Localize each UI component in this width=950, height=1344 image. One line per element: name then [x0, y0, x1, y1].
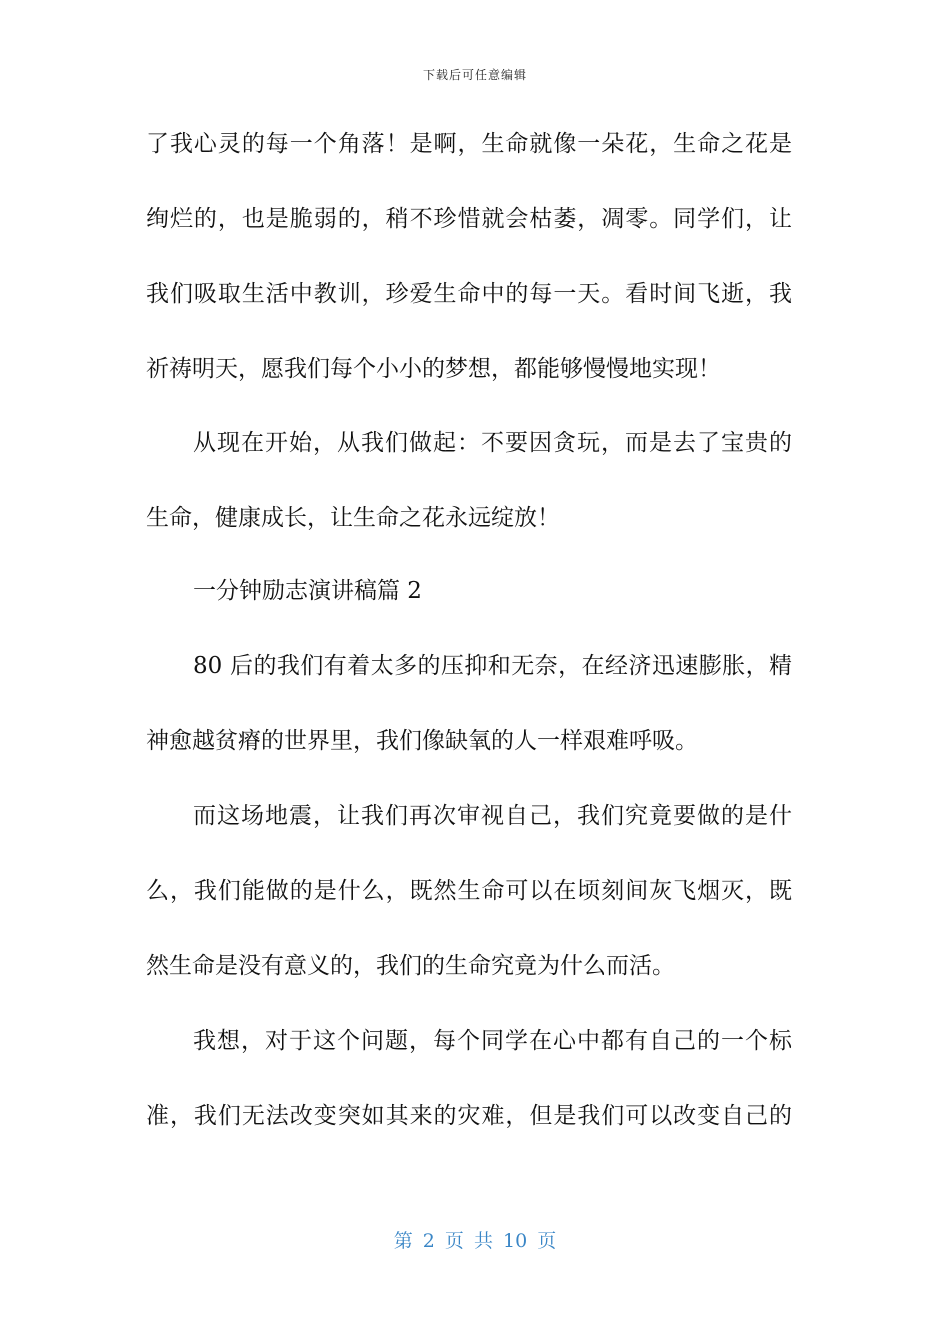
paragraph-line: 而这场地震，让我们再次审视自己，我们究竟要做的是什 — [193, 803, 792, 829]
page-number-footer: 第 2 页 共 10 页 — [393, 1230, 557, 1252]
paragraph-line: 绚烂的，也是脆弱的，稍不珍惜就会枯萎，凋零。同学们，让 — [146, 206, 792, 232]
section-heading: 一分钟励志演讲稿篇 2 — [193, 578, 422, 604]
paragraph-line: 生命，健康成长，让生命之花永远绽放！ — [146, 505, 560, 531]
paragraph-line: 准，我们无法改变突如其来的灾难，但是我们可以改变自己的 — [146, 1103, 792, 1129]
paragraph-line: 我们吸取生活中教训，珍爱生命中的每一天。看时间飞逝，我 — [146, 281, 792, 307]
paragraph-line: 80 后的我们有着太多的压抑和无奈，在经济迅速膨胀，精 — [193, 653, 792, 679]
paragraph-line: 神愈越贫瘠的世界里，我们像缺氧的人一样艰难呼吸。 — [146, 728, 698, 754]
paragraph-line: 祈祷明天，愿我们每个小小的梦想，都能够慢慢地实现！ — [146, 356, 721, 382]
paragraph-line: 从现在开始，从我们做起：不要因贪玩，而是去了宝贵的 — [193, 430, 792, 456]
paragraph-line: 我想，对于这个问题，每个同学在心中都有自己的一个标 — [193, 1028, 792, 1054]
paragraph-line: 么，我们能做的是什么，既然生命可以在顷刻间灰飞烟灭，既 — [146, 878, 792, 904]
page-header: 下载后可任意编辑 — [422, 68, 527, 82]
paragraph-line: 然生命是没有意义的，我们的生命究竟为什么而活。 — [146, 953, 675, 979]
paragraph-line: 了我心灵的每一个角落！是啊，生命就像一朵花，生命之花是 — [146, 131, 792, 157]
